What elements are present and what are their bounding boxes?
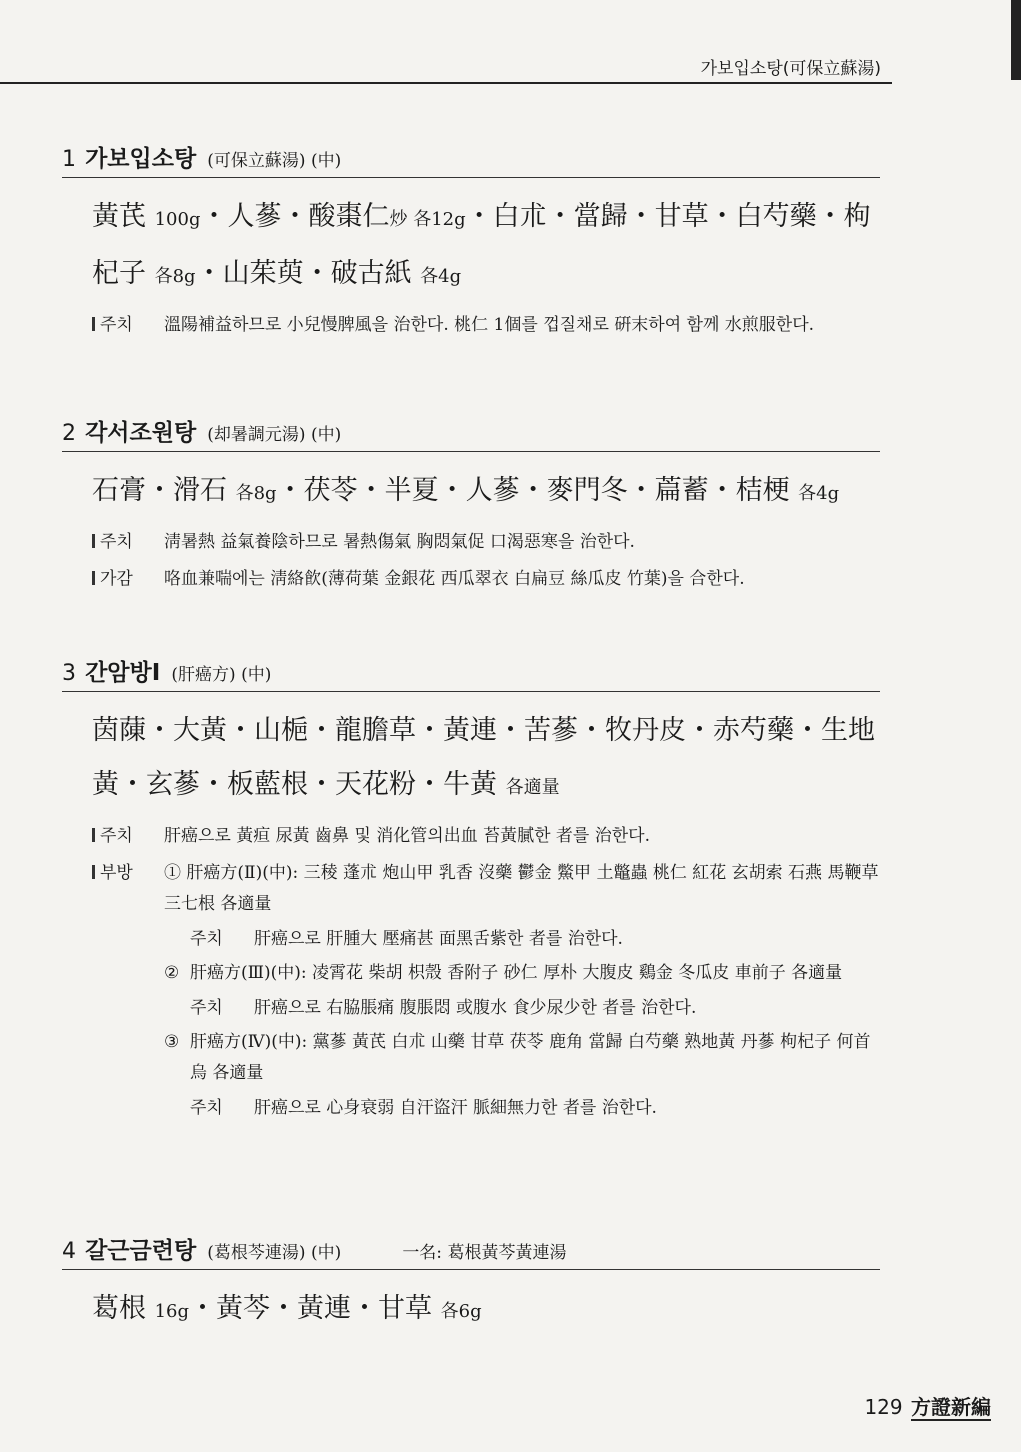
dosage-text: 各8g [154, 266, 196, 287]
page-number: 129 [864, 1395, 903, 1419]
section-number: 2 [62, 421, 76, 446]
note-label: 주치 [62, 527, 164, 558]
section-heading [62, 654, 880, 692]
note-row [62, 310, 880, 341]
header-rule [0, 82, 892, 84]
note-row [62, 858, 880, 920]
sub-note-label: 주치 [190, 929, 223, 949]
section-number: 3 [62, 661, 76, 686]
note-row [62, 821, 880, 852]
ingredient-list [62, 704, 880, 815]
note-text: 肝癌으로 黃疸 尿黃 齒鼻 및 消化管의出血 苔黃膩한 者를 治한다. [164, 826, 651, 846]
sub-note-text: 肝癌으로 心身衰弱 自汗盜汗 脈細無力한 者를 治한다. [254, 1098, 657, 1118]
sub-note-text: 肝癌으로 右脇脹痛 腹脹悶 或腹水 食少尿少한 者를 治한다. [254, 998, 697, 1018]
section-subtitle: (葛根芩連湯) (中) [207, 1243, 342, 1263]
sub-formula-index: ② [164, 963, 180, 983]
note-row [62, 564, 880, 595]
herb-names: 黃芪 [92, 201, 155, 232]
note-text: 咯血兼喘에는 淸絡飮(薄荷葉 金銀花 西瓜翠衣 白扁豆 絲瓜皮 竹葉)을 合한다. [164, 569, 745, 589]
section-title: 각서조원탕 [85, 420, 197, 446]
dosage-text: 100g [154, 209, 201, 230]
section-title: 간암방Ⅰ [85, 660, 161, 686]
note-label: 주치 [62, 821, 164, 852]
sub-note-row [62, 1093, 880, 1123]
dosage-text: 各4g [420, 266, 462, 287]
sub-formula [62, 958, 880, 989]
sub-formula-text: 肝癌方(Ⅲ)(中): 凌霄花 柴胡 枳殼 香附子 砂仁 厚朴 大腹皮 鷄金 冬瓜皮 車前子 各適量 [190, 963, 843, 983]
note-text: 溫陽補益하므로 小兒慢脾風을 治한다. 桃仁 1個를 껍질채로 硏末하여 함께 水煎服한다. [164, 315, 815, 335]
section-3 [62, 654, 880, 1123]
section-heading [62, 140, 880, 178]
note-label: 부방 [62, 858, 164, 920]
note-row [62, 527, 880, 558]
dosage-text: 各適量 [505, 777, 560, 798]
section-subtitle: (肝癌方) (中) [171, 665, 272, 685]
sub-note-label: 주치 [190, 998, 223, 1018]
dosage-text: 各4g [798, 483, 840, 504]
section-alias: 一名: 葛根黃芩黃連湯 [402, 1243, 567, 1263]
herb-names: 茵蔯・大黃・山梔・龍膽草・黃連・苦蔘・牧丹皮・赤芍藥・生地黃・玄蔘・板藍根・天花粉・牛黃 [92, 715, 875, 800]
ingredient-list [62, 190, 880, 304]
book-title: 方證新編 [911, 1395, 991, 1419]
section-number: 1 [62, 147, 76, 172]
section-1 [62, 140, 880, 341]
sub-note-label: 주치 [190, 1098, 223, 1118]
herb-names: ・山茱萸・破古紙 [195, 258, 421, 289]
section-2 [62, 414, 880, 595]
ingredient-list [62, 1282, 880, 1339]
sub-formula [62, 1027, 880, 1089]
dosage-text: 各6g [440, 1301, 482, 1322]
herb-names: ・茯苓・半夏・人蔘・麥門冬・萹蓄・桔梗 [276, 475, 799, 506]
sub-note-row [62, 993, 880, 1023]
note-label: 주치 [62, 310, 164, 341]
herb-names: 石膏・滑石 [92, 475, 236, 506]
dosage-text: 16g [154, 1301, 190, 1322]
section-title: 갈근금련탕 [85, 1238, 197, 1264]
dosage-text: 各8g [235, 483, 277, 504]
sub-note-text: 肝癌으로 肝腫大 壓痛甚 面黑舌紫한 者를 治한다. [254, 929, 623, 949]
note-label: 가감 [62, 564, 164, 595]
section-title: 가보입소탕 [85, 146, 197, 172]
section-subtitle: (可保立蘇湯) (中) [207, 151, 342, 171]
herb-names: ・白朮・當歸・甘草・白芍藥・枸杞子 [92, 201, 871, 289]
page-edge-bar [1011, 0, 1021, 80]
running-header: 가보입소탕(可保立蘇湯) [700, 59, 881, 79]
section-4 [62, 1232, 880, 1339]
section-heading [62, 414, 880, 452]
dosage-text: 炒 各12g [389, 209, 466, 230]
note-text: 淸暑熱 益氣養陰하므로 暑熱傷氣 胸悶氣促 口渴惡寒을 治한다. [164, 532, 635, 552]
sub-formula-index: ③ [164, 1032, 180, 1052]
herb-names: ・黃芩・黃連・甘草 [189, 1293, 441, 1324]
sub-formula-text: 肝癌方(Ⅳ)(中): 黨蔘 黃芪 白朮 山藥 甘草 茯苓 鹿角 當歸 白芍藥 熟地黃 丹蔘 枸杞子 何首烏 各適量 [190, 1032, 871, 1083]
section-subtitle: (却暑調元湯) (中) [207, 425, 342, 445]
ingredient-list [62, 464, 880, 521]
herb-names: 葛根 [92, 1293, 155, 1324]
herb-names: ・人蔘・酸棗仁 [200, 201, 390, 232]
note-text: ① 肝癌方(Ⅱ)(中): 三稜 蓬朮 炮山甲 乳香 沒藥 鬱金 鱉甲 土鼈蟲 桃仁 紅花 玄胡索 石燕 馬鞭草 三七根 各適量 [164, 863, 879, 914]
section-number: 4 [62, 1239, 76, 1264]
page-footer [864, 1391, 991, 1420]
section-heading [62, 1232, 880, 1270]
sub-note-row [62, 924, 880, 954]
